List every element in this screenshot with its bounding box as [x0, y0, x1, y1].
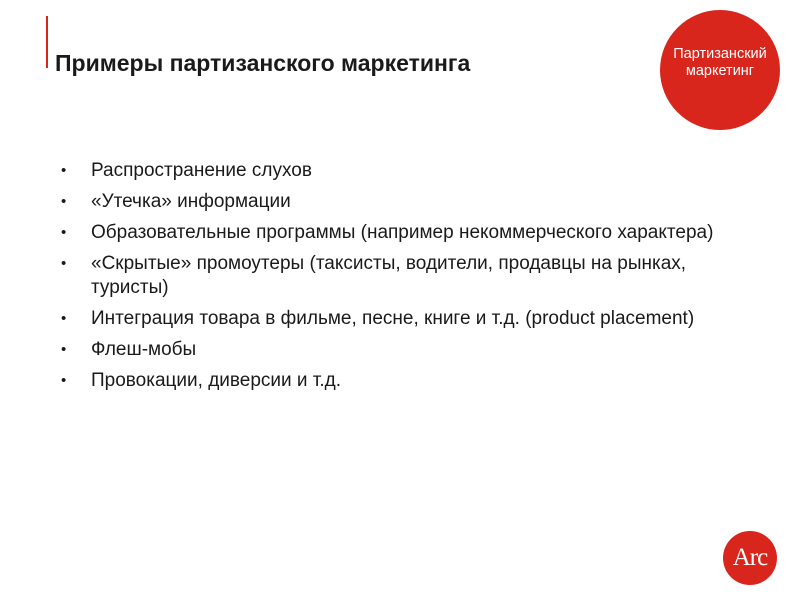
- bullet-item: [59, 369, 719, 393]
- bullet-text: Образовательные программы (например некоммерческого характера): [91, 222, 714, 243]
- arc-logo-text: Arc: [732, 543, 768, 571]
- title-accent-line: [46, 16, 48, 68]
- bullet-dot: •: [61, 310, 67, 327]
- slide-title: Примеры партизанского маркетинга: [55, 50, 471, 76]
- bullet-item: [59, 190, 719, 214]
- bullet-dot: •: [61, 224, 67, 241]
- bullet-dot: •: [61, 162, 67, 179]
- bullet-item: [59, 307, 719, 331]
- bullet-text: Интеграция товара в фильме, песне, книге и т.д. (product placement): [91, 308, 695, 329]
- bullet-dot: •: [61, 193, 67, 210]
- bullet-text: Провокации, диверсии и т.д.: [91, 370, 342, 391]
- bullet-text: «Утечка» информации: [91, 191, 291, 212]
- bullet-item: [59, 159, 719, 183]
- bullet-dot: •: [61, 372, 67, 389]
- bullet-text: «Скрытые» промоутеры (таксисты, водители, продавцы на рынках, туристы): [91, 253, 687, 298]
- bullet-item: [59, 252, 719, 300]
- bullet-list: [59, 159, 719, 400]
- bullet-dot: •: [61, 255, 67, 272]
- arc-logo: [723, 531, 777, 585]
- badge-line-1: Партизанский: [673, 46, 767, 62]
- bullet-item: [59, 338, 719, 362]
- bullet-text: Распространение слухов: [91, 160, 312, 181]
- bullet-text: Флеш-мобы: [91, 339, 197, 360]
- bullet-item: [59, 221, 719, 245]
- bullet-dot: •: [61, 341, 67, 358]
- badge-line-2: маркетинг: [685, 63, 755, 79]
- topic-badge: [660, 10, 780, 130]
